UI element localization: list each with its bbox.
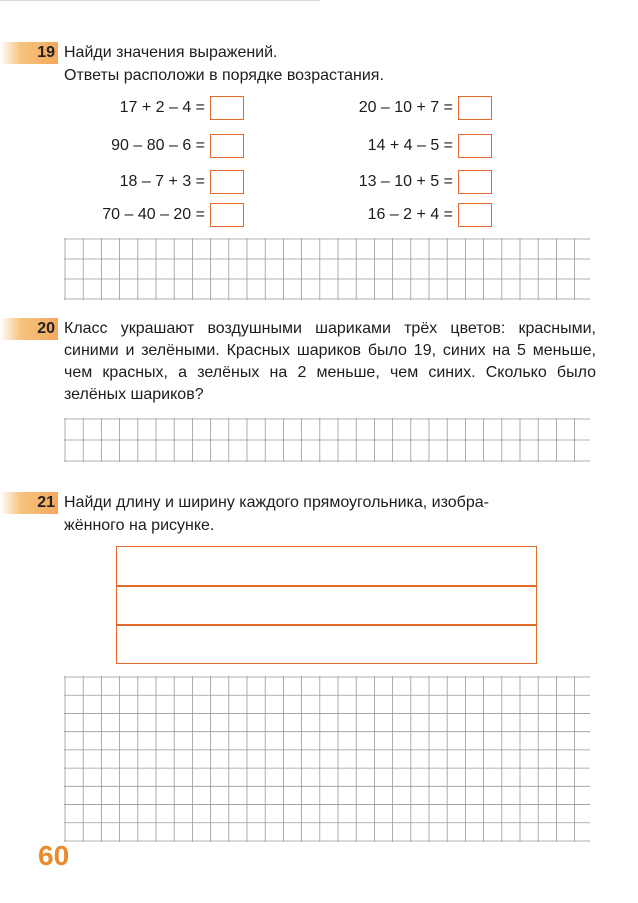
expression-left-3: 18 – 7 + 3 = xyxy=(119,173,205,190)
answer-grid-19[interactable] xyxy=(64,238,590,300)
answer-box-right-2[interactable] xyxy=(458,134,492,158)
task-21-number: 21 xyxy=(0,492,58,514)
answer-grid-21[interactable] xyxy=(64,676,590,842)
answer-box-left-3[interactable] xyxy=(210,170,244,194)
answer-box-right-3[interactable] xyxy=(458,170,492,194)
expression-right-1: 20 – 10 + 7 = xyxy=(358,99,453,116)
rectangles-figure xyxy=(116,546,537,664)
answer-box-left-2[interactable] xyxy=(210,134,244,158)
task-20-text: Класс украшают воздушными шариками трёх цветов: красными, синими и зелёными. Красных шариков было 19, синих на 5 меньше, чем красных, а зелёных на 2 меньше, чем синих. Сколько было зелёных шариков? xyxy=(64,320,596,403)
rectangle-divider-2 xyxy=(116,624,537,626)
expression-left-1: 17 + 2 – 4 = xyxy=(119,99,205,116)
top-divider xyxy=(0,0,320,1)
answer-grid-20[interactable] xyxy=(64,418,590,462)
expression-left-2: 90 – 80 – 6 = xyxy=(111,137,205,154)
task-19-instruction-line2: Ответы расположи в порядке возрастания. xyxy=(64,67,384,84)
expression-right-3: 13 – 10 + 5 = xyxy=(358,173,453,190)
answer-box-left-1[interactable] xyxy=(210,96,244,120)
task-21-instruction-line2: жённого на рисунке. xyxy=(64,517,215,534)
expression-right-2: 14 + 4 – 5 = xyxy=(367,137,453,154)
task-19-number: 19 xyxy=(0,42,58,64)
answer-box-left-4[interactable] xyxy=(210,203,244,227)
task-20-number: 20 xyxy=(0,318,58,340)
task-21-instruction-line1: Найди длину и ширину каждого прямоугольника, изобра- xyxy=(64,494,489,511)
task-19-instruction-line1: Найди значения выражений. xyxy=(64,44,278,61)
page-number: 60 xyxy=(38,840,70,871)
expression-right-4: 16 – 2 + 4 = xyxy=(367,206,453,223)
expression-left-4: 70 – 40 – 20 = xyxy=(102,206,205,223)
rectangle-divider-1 xyxy=(116,585,537,587)
answer-box-right-4[interactable] xyxy=(458,203,492,227)
answer-box-right-1[interactable] xyxy=(458,96,492,120)
